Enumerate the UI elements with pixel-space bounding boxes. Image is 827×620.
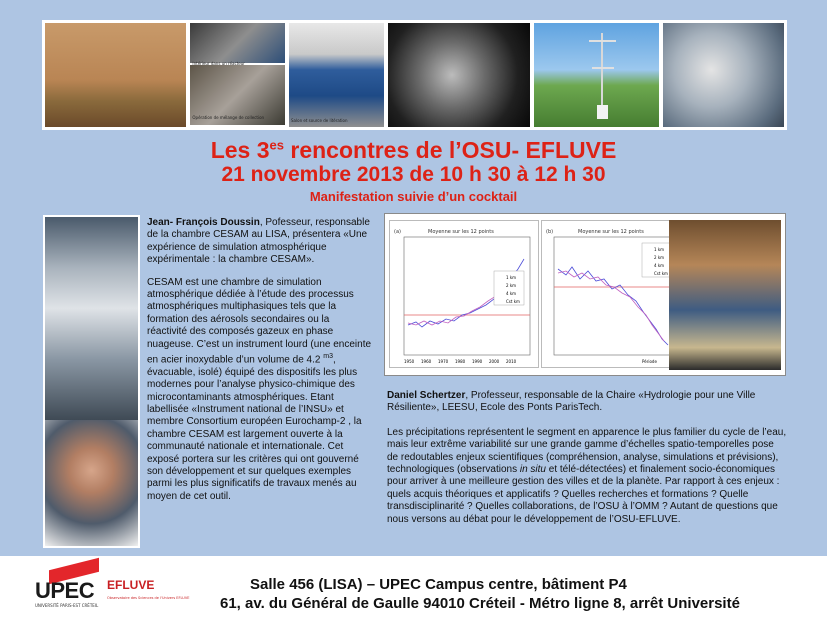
speaker2-body: Les précipitations représentent le segment en apparence le plus familier du cycle de l’eau, mais leur extrême variabilité sur une grande gamme d’échelles spatio-temporelles pose de redoutables enjeux scientifiques (compréhension, analyse, simulations et prévisions), technologiques (observations in situ et télé-détectées) et finalement socio-économiques pour arriver à une meilleure gestion des villes et de la planète. Par rapport à ces enjeux : quels acquis théoriques et applicatifs ? Quelles recherches et formations ? Quelle transdisciplinarité ? Quelles collaborations, de l’OSU à l’OMM ? Autant de questions que nous versons au débat pour le développement de l’OSU-EFLUVE. bbox=[387, 426, 787, 525]
svg-text:1970: 1970 bbox=[438, 359, 449, 364]
precip-graph-right bbox=[541, 220, 687, 368]
speaker2-photo bbox=[669, 220, 781, 370]
photo-caption: Intérieur dans un réacteur bbox=[192, 61, 245, 66]
svg-text:2000: 2000 bbox=[489, 359, 500, 364]
upec-logo: UPEC UNIVERSITÉ PARIS-EST CRÉTEIL bbox=[35, 570, 99, 612]
svg-text:Moyenne sur les 12 points: Moyenne sur les 12 points bbox=[428, 229, 494, 235]
venue-street: 61, av. du Général de Gaulle 94010 Créteil - Métro ligne 8, arrêt Université bbox=[220, 595, 740, 612]
svg-text:Moyenne sur les 12 points: Moyenne sur les 12 points bbox=[578, 229, 644, 235]
cesam-chamber-photo bbox=[45, 217, 138, 420]
header-photo-strip bbox=[42, 20, 787, 130]
cesam-chamber-photo bbox=[663, 23, 785, 127]
event-date: 21 novembre 2013 de 10 h 30 à 12 h 30 bbox=[221, 163, 606, 186]
event-subtitle: Manifestation suivie d’un cocktail bbox=[309, 189, 518, 204]
speaker1-name: Jean- François Doussin bbox=[147, 217, 260, 228]
speaker2-figure-box bbox=[384, 213, 786, 376]
svg-text:1960: 1960 bbox=[421, 359, 432, 364]
photo-caption: Opération de mélange de collection bbox=[192, 115, 265, 120]
speaker1-intro: Jean- François Doussin, Pofesseur, responsable de la chambre CESAM au LISA, présentera «Une expérience de simulation atmosphérique expérimentale : la chambre CESAM». bbox=[147, 217, 370, 266]
svg-text:1 km: 1 km bbox=[654, 247, 665, 252]
speaker1-section bbox=[147, 217, 372, 513]
lab-collage-photo bbox=[190, 23, 285, 127]
speaker1-photo-column bbox=[43, 215, 140, 548]
speaker2-name: Daniel Schertzer bbox=[387, 390, 466, 401]
svg-text:(b): (b) bbox=[546, 229, 554, 235]
svg-text:4 km: 4 km bbox=[654, 263, 665, 268]
photo-caption: Salon et source de litération bbox=[291, 118, 348, 123]
svg-text:1950: 1950 bbox=[404, 359, 415, 364]
efluve-logo-subtitle: Observatoire des Sciences de l'Univers EFLUVE bbox=[107, 596, 190, 600]
svg-text:1990: 1990 bbox=[472, 359, 483, 364]
speaker1-body: CESAM est une chambre de simulation atmosphérique dédiée à l’étude des processus atmosphériques multiphasiques tels que la formation des aérosols secondaires ou la réactivité des composés gazeux en phase nuageuse. C’est un instrument lourd (une enceinte en acier inoxydable d’un volume de 4.2 $^{m3}$, évacuable, isolé) équipé des dispositifs les plus modernes pour l’analyse physico-chimique des microcontaminants atmosphériques. Etant labellisée «Instrument national de l’INSU» et membre Consortium européen Eurochamp-2 , la chambre CESAM est largement ouverte à la communauté nationale et internationale. Cet exposé portera sur les critères qui ont gouverné son développement et sur quelques exemples parmi les plus significatifs de travaux menés au moyen de cet outil. bbox=[147, 276, 372, 502]
speaker2-intro: Daniel Schertzer, Professeur, responsable de la Chaire «Hydrologie pour une Ville Résiliente», LEESU, Ecole des Ponts ParisTech. bbox=[387, 390, 756, 414]
svg-text:2 km: 2 km bbox=[506, 283, 517, 288]
svg-text:1980: 1980 bbox=[455, 359, 466, 364]
efluve-logo: EFLUVE bbox=[107, 578, 155, 592]
svg-text:2 km: 2 km bbox=[654, 255, 665, 260]
weather-mast-photo bbox=[534, 23, 658, 127]
svg-text:Période: Période bbox=[642, 359, 657, 364]
svg-text:2010: 2010 bbox=[506, 359, 517, 364]
svg-text:1 km: 1 km bbox=[506, 275, 517, 280]
dust-storm-photo bbox=[45, 23, 186, 127]
graph-left-svg bbox=[390, 221, 540, 369]
precip-graph-left bbox=[389, 220, 539, 368]
mast-illustration bbox=[534, 23, 658, 127]
blue-instrument-photo bbox=[289, 23, 384, 127]
reactor-interior-photo bbox=[190, 23, 285, 63]
svg-text:Cst km: Cst km bbox=[654, 271, 668, 276]
speaker2-section bbox=[387, 390, 787, 538]
svg-text:(a): (a) bbox=[394, 229, 401, 235]
event-title: Les $3^{es}$ rencontres de l’OSU- EFLUVE bbox=[210, 137, 617, 163]
speaker1-portrait bbox=[45, 420, 138, 546]
svg-text:Cst km: Cst km bbox=[506, 299, 520, 304]
cleanroom-chamber-photo bbox=[388, 23, 530, 127]
graph-right-svg bbox=[542, 221, 688, 369]
footer bbox=[0, 556, 827, 620]
venue-address: Salle 456 (LISA) – UPEC Campus centre, bâtiment P4 bbox=[250, 576, 627, 593]
svg-text:4 km: 4 km bbox=[506, 291, 517, 296]
